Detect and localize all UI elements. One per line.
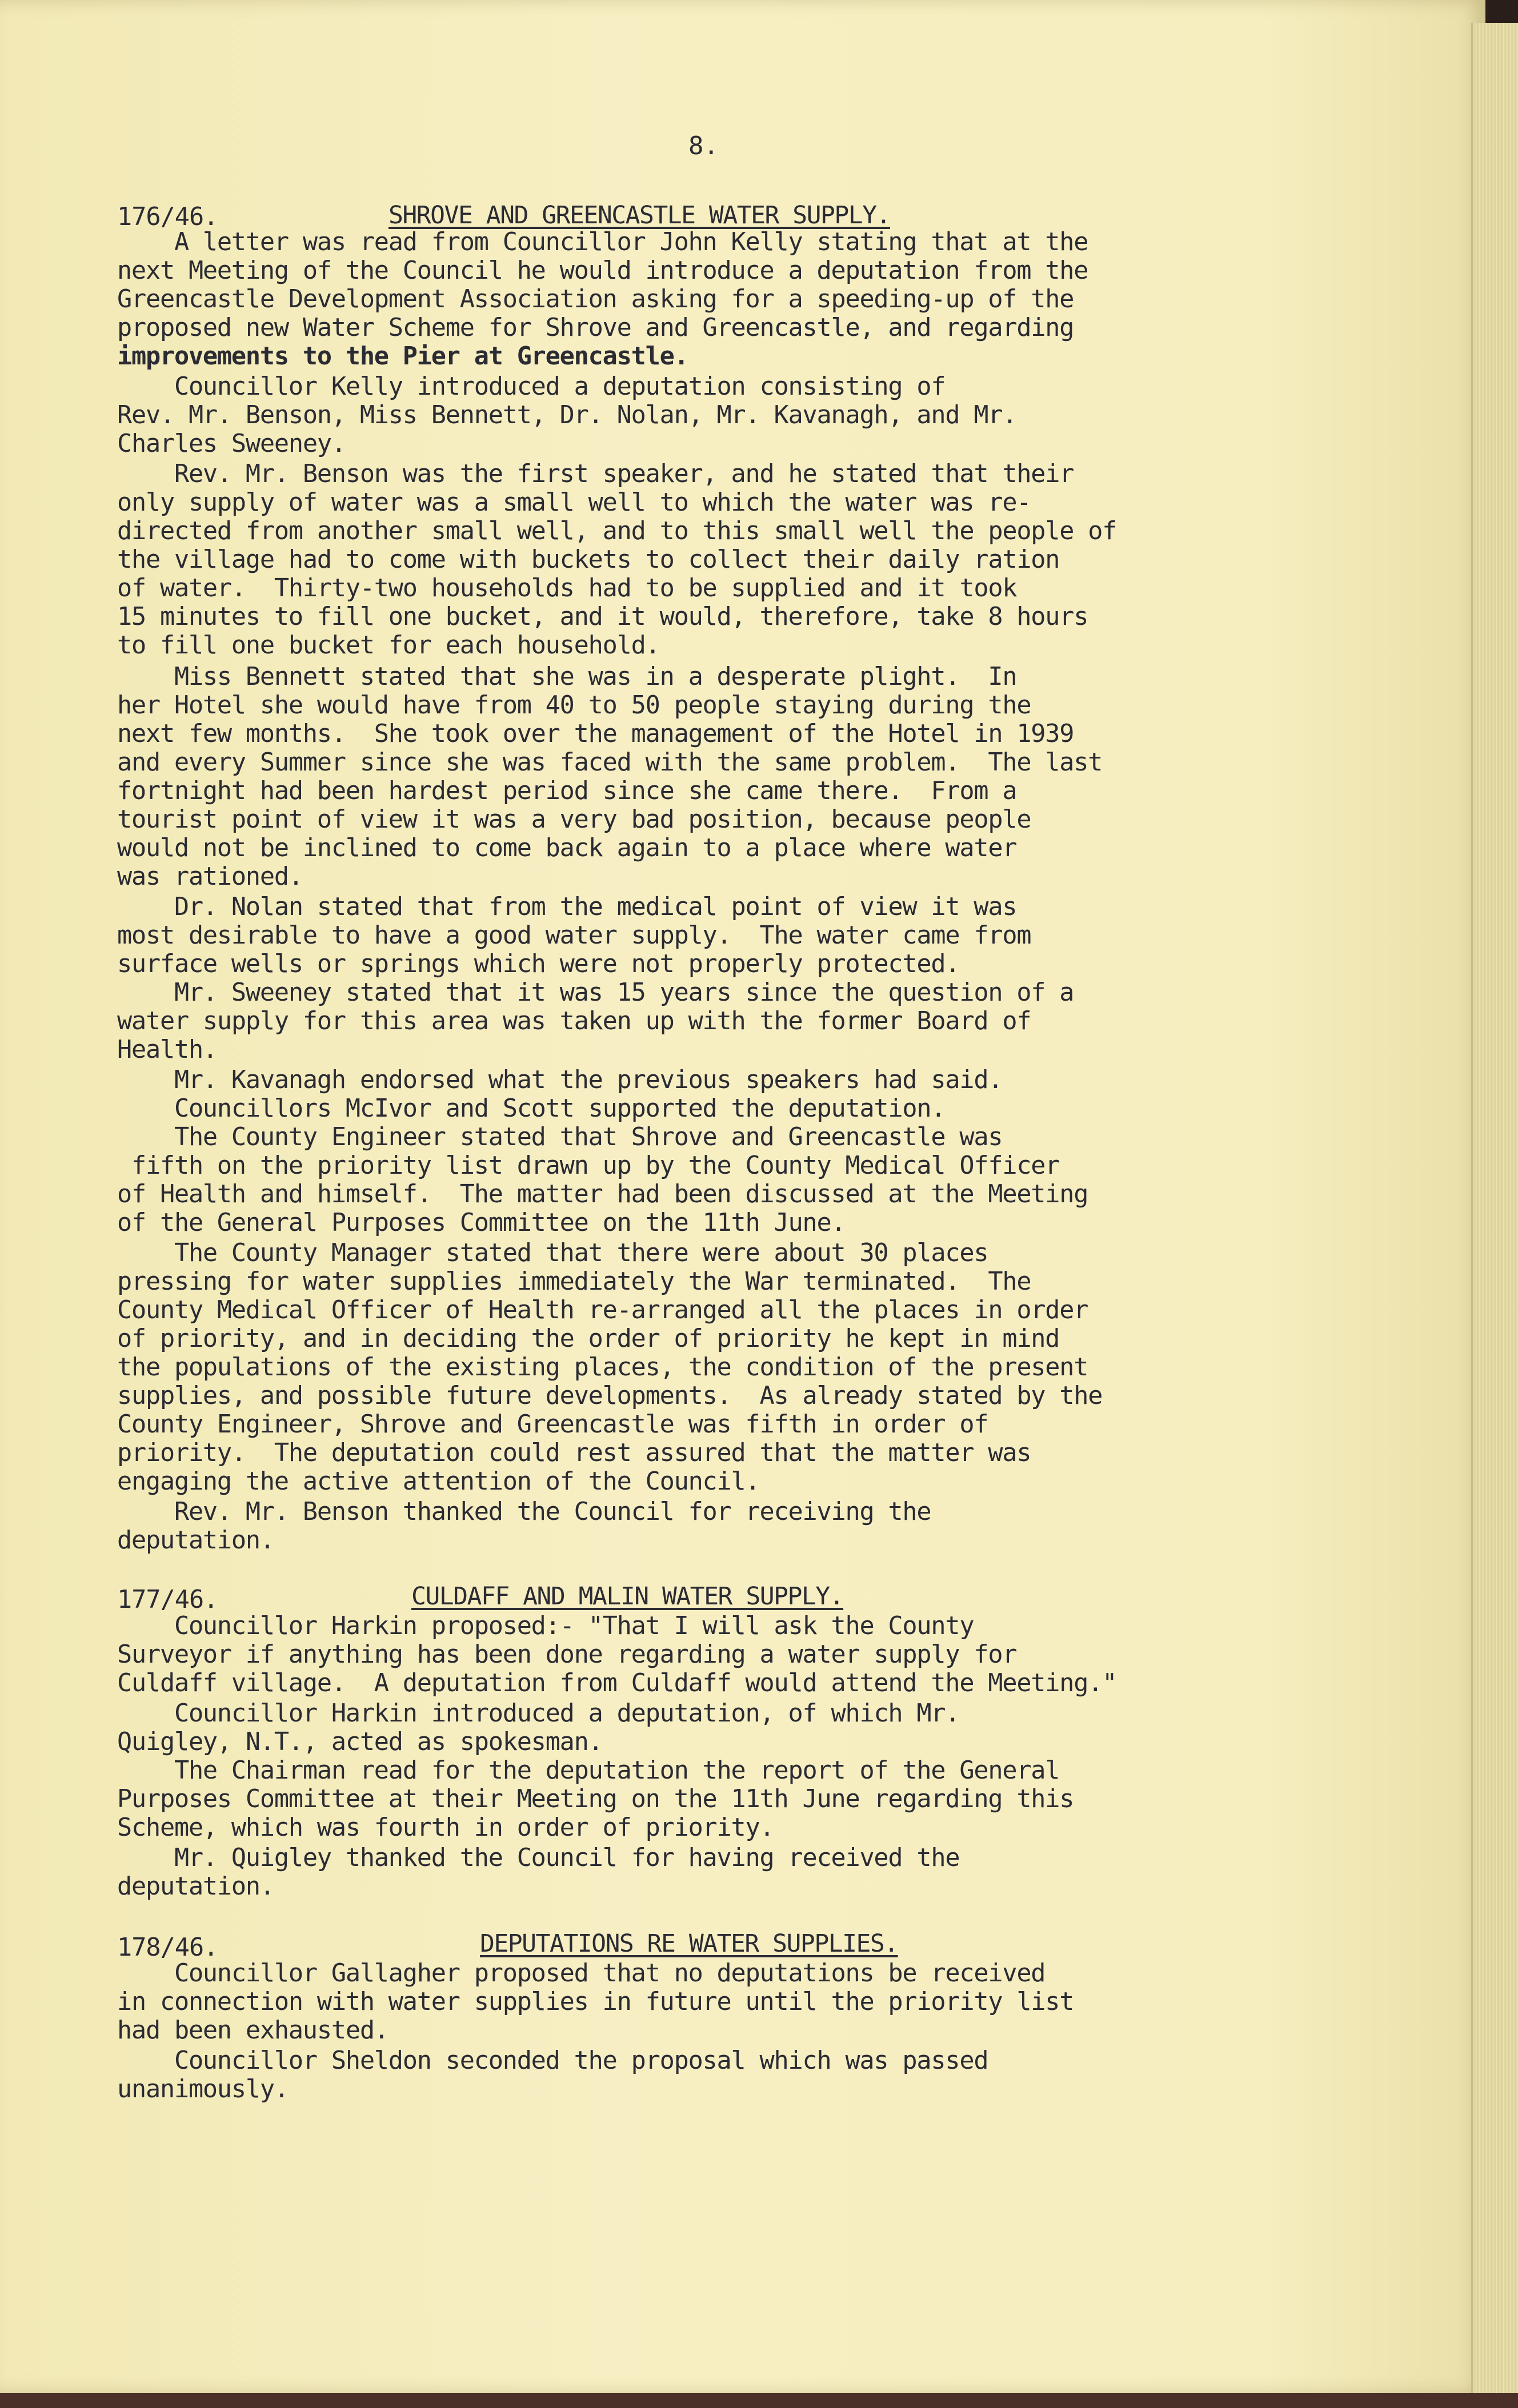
text-line: Councillors McIvor and Scott supported the deputation. [117, 1094, 946, 1123]
text-line: Councillor Gallagher proposed that no deputations be received [117, 1959, 1046, 1988]
text-line: supplies, and possible future developments. As already stated by the [117, 1382, 1103, 1410]
text-line: County Medical Officer of Health re-arranged all the places in order [117, 1296, 1088, 1325]
text-line: Purposes Committee at their Meeting on the 11th June regarding this [117, 1785, 1074, 1813]
text-line: Surveyor if anything has been done regarding a water supply for [117, 1640, 1017, 1669]
section-heading: DEPUTATIONS RE WATER SUPPLIES. [480, 1929, 898, 1958]
text-line: of Health and himself. The matter had been discussed at the Meeting [117, 1180, 1088, 1209]
text-line: in connection with water supplies in future until the priority list [117, 1988, 1074, 2016]
text-line: proposed new Water Scheme for Shrove and Greencastle, and regarding [117, 314, 1074, 342]
text-line: of priority, and in deciding the order of priority he kept in mind [117, 1325, 1060, 1353]
text-line: fifth on the priority list drawn up by the County Medical Officer [117, 1151, 1060, 1180]
text-line: was rationed. [117, 862, 303, 891]
text-line: The County Manager stated that there were about 30 places [117, 1239, 988, 1267]
text-line: unanimously. [117, 2075, 289, 2104]
text-line: The Chairman read for the deputation the report of the General [117, 1756, 1060, 1785]
text-line: Mr. Quigley thanked the Council for having received the [117, 1844, 960, 1872]
text-line: only supply of water was a small well to which the water was re- [117, 488, 1031, 517]
text-line: Greencastle Development Association asking for a speeding-up of the [117, 285, 1074, 314]
section-heading: CULDAFF AND MALIN WATER SUPPLY. [411, 1582, 844, 1611]
text-line: Health. [117, 1036, 217, 1064]
text-line: Charles Sweeney. [117, 430, 346, 458]
text-line: The County Engineer stated that Shrove and Greencastle was [117, 1123, 1003, 1151]
text-line: 15 minutes to fill one bucket, and it would, therefore, take 8 hours [117, 603, 1088, 631]
text-line: of the General Purposes Committee on the 11th June. [117, 1209, 846, 1237]
page-stack-edge [1471, 23, 1518, 2393]
text-line: would not be inclined to come back again to a place where water [117, 834, 1017, 862]
page-number: 8. [688, 131, 719, 160]
text-line: Councillor Harkin introduced a deputation, of which Mr. [117, 1699, 960, 1728]
text-line: priority. The deputation could rest assured that the matter was [117, 1439, 1031, 1467]
text-line: Mr. Kavanagh endorsed what the previous speakers had said. [117, 1066, 1003, 1094]
text-line: had been exhausted. [117, 2016, 388, 2045]
text-line: pressing for water supplies immediately the War terminated. The [117, 1267, 1031, 1296]
text-line: improvements to the Pier at Greencastle. [117, 342, 688, 371]
text-line: surface wells or springs which were not properly protected. [117, 950, 960, 978]
text-line: fortnight had been hardest period since she came there. From a [117, 777, 1017, 805]
text-line: Rev. Mr. Benson thanked the Council for receiving the [117, 1498, 931, 1526]
text-line: County Engineer, Shrove and Greencastle was fifth in order of [117, 1410, 988, 1439]
text-line: Dr. Nolan stated that from the medical point of view it was [117, 893, 1017, 921]
text-line: Miss Bennett stated that she was in a desperate plight. In [117, 663, 1017, 691]
text-line: her Hotel she would have from 40 to 50 people staying during the [117, 691, 1031, 720]
text-line: Rev. Mr. Benson, Miss Bennett, Dr. Nolan, Mr. Kavanagh, and Mr. [117, 401, 1017, 430]
text-line: directed from another small well, and to this small well the people of [117, 517, 1117, 545]
minute-number: 178/46. [117, 1933, 218, 1962]
text-line: A letter was read from Councillor John Kelly stating that at the [117, 228, 1088, 256]
text-line: next few months. She took over the management of the Hotel in 1939 [117, 720, 1074, 748]
text-line: Mr. Sweeney stated that it was 15 years since the question of a [117, 978, 1074, 1007]
text-line: and every Summer since she was faced with the same problem. The last [117, 748, 1103, 777]
text-line: Culdaff village. A deputation from Culdaff would attend the Meeting." [117, 1669, 1117, 1697]
text-line: engaging the active attention of the Council. [117, 1467, 760, 1496]
text-line: tourist point of view it was a very bad position, because people [117, 805, 1031, 834]
text-line: the village had to come with buckets to collect their daily ration [117, 545, 1060, 574]
text-line: next Meeting of the Council he would introduce a deputation from the [117, 256, 1088, 285]
text-line: Councillor Kelly introduced a deputation consisting of [117, 372, 946, 401]
text-line: Quigley, N.T., acted as spokesman. [117, 1728, 603, 1756]
text-line: Councillor Harkin proposed:- "That I will ask the County [117, 1612, 974, 1640]
section-heading: SHROVE AND GREENCASTLE WATER SUPPLY. [388, 201, 890, 230]
minute-number: 177/46. [117, 1586, 218, 1614]
text-line: deputation. [117, 1872, 274, 1901]
minute-number: 176/46. [117, 203, 218, 231]
text-line: Councillor Sheldon seconded the proposal which was passed [117, 2046, 988, 2075]
text-line: deputation. [117, 1526, 274, 1555]
text-line: of water. Thirty-two households had to be supplied and it took [117, 574, 1017, 603]
text-line: Scheme, which was fourth in order of priority. [117, 1813, 774, 1842]
text-line: most desirable to have a good water supply. The water came from [117, 921, 1031, 950]
binding-bottom-edge [0, 2393, 1518, 2408]
text-line: water supply for this area was taken up with the former Board of [117, 1007, 1031, 1036]
text-line: to fill one bucket for each household. [117, 631, 660, 660]
text-line: Rev. Mr. Benson was the first speaker, and he stated that their [117, 460, 1074, 488]
text-line: the populations of the existing places, the condition of the present [117, 1353, 1088, 1382]
